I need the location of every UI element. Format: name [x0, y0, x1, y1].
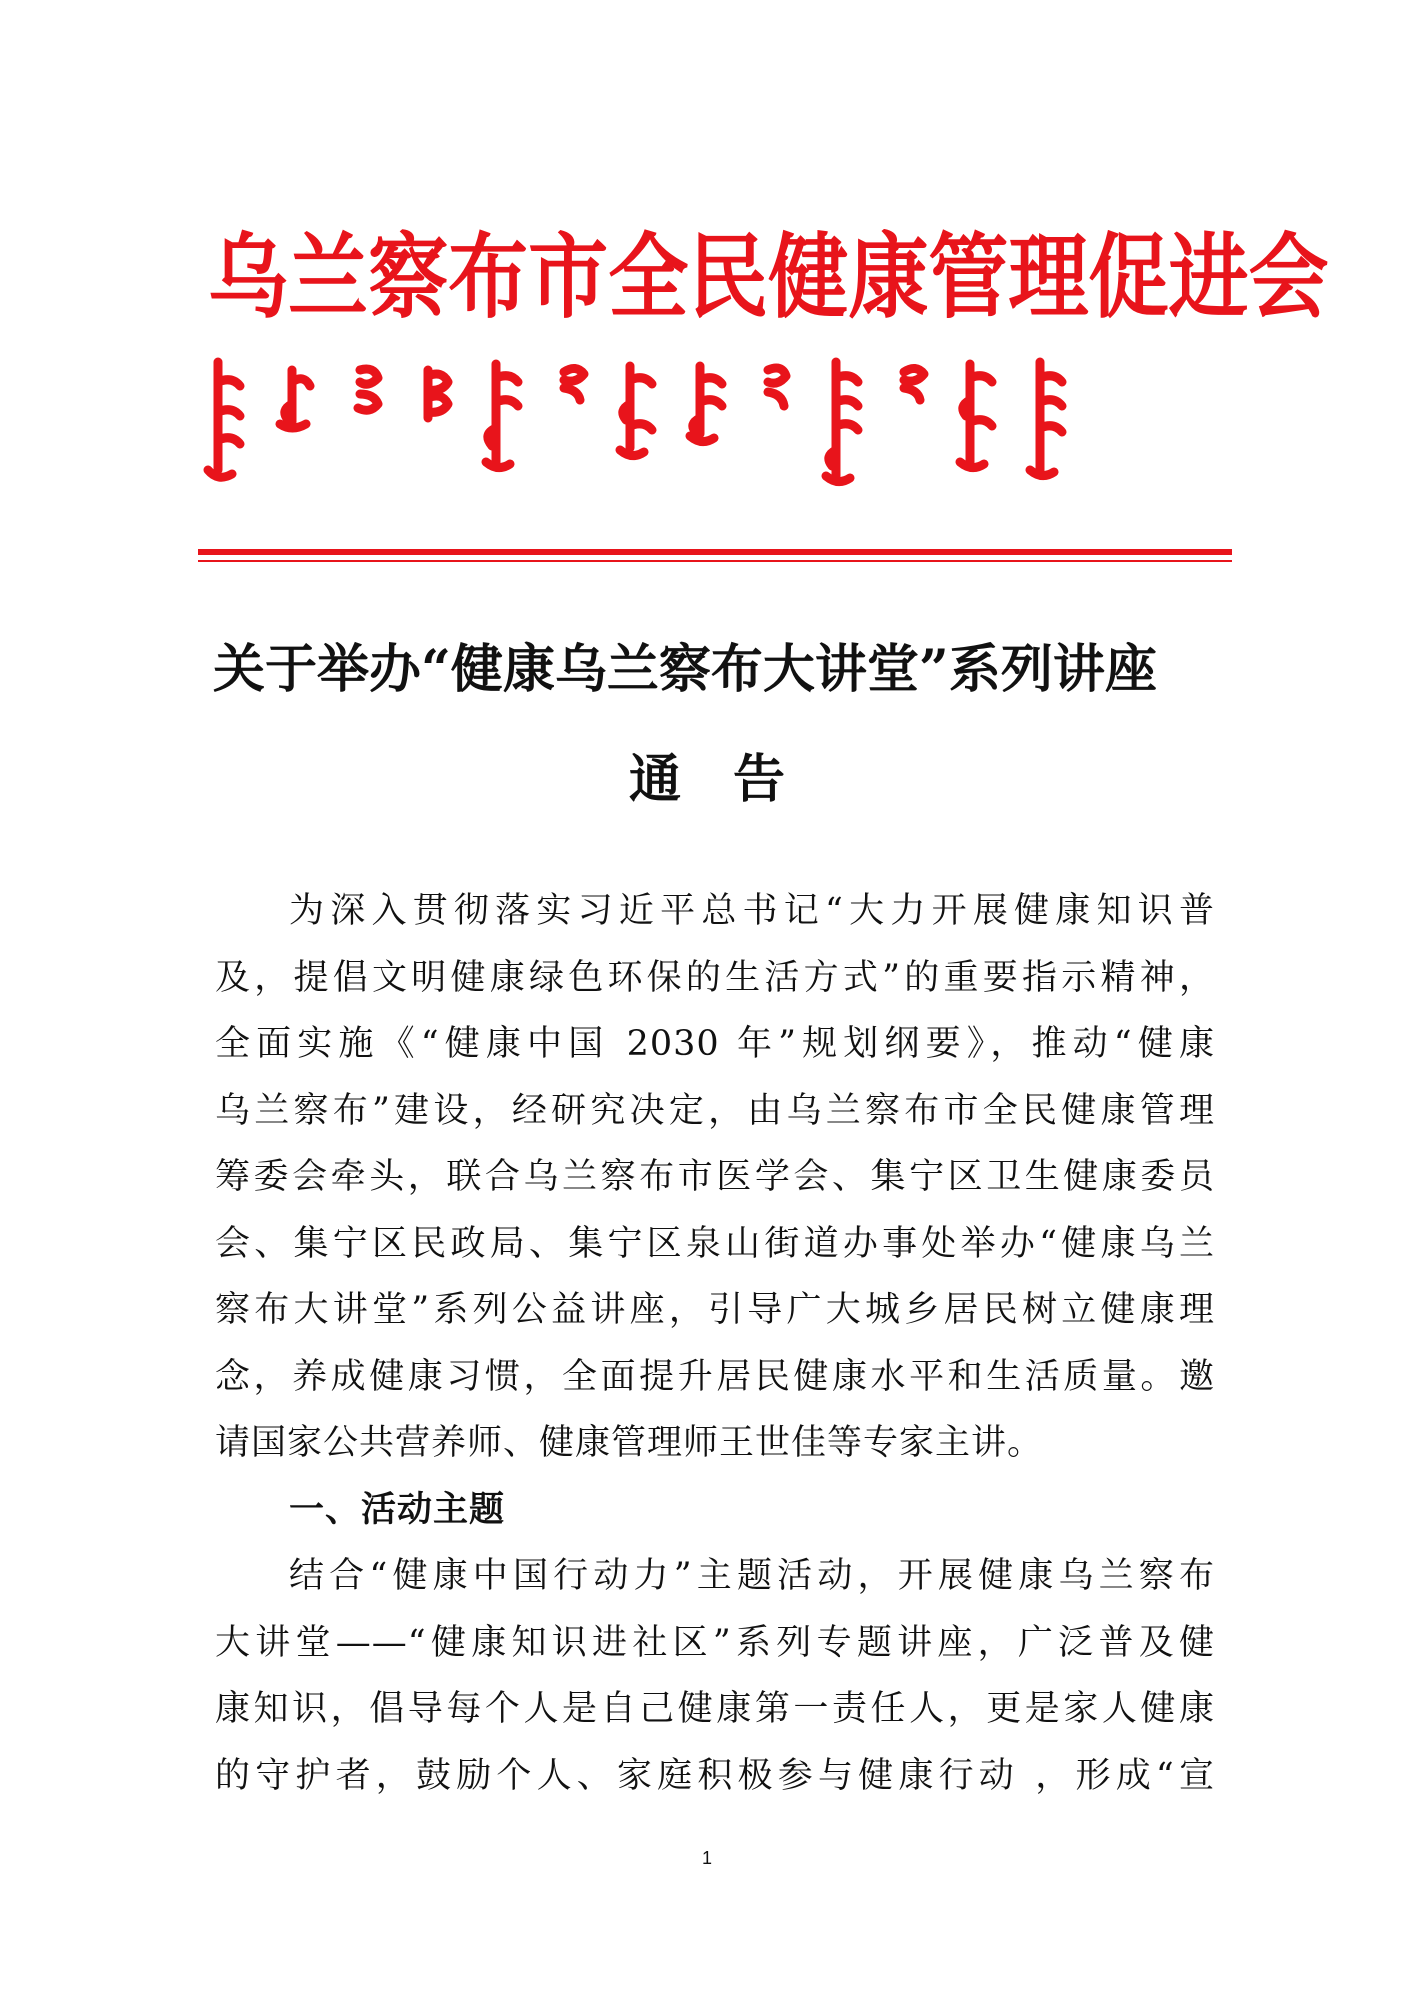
body-line: 念，养成健康习惯，全面提升居民健康水平和生活质量。邀	[215, 1356, 1215, 1397]
mongolian-script-logo	[200, 352, 1230, 492]
notice-body	[215, 878, 1215, 1809]
body-line: 康知识，倡导每个人是自己健康第一责任人，更是家人健康	[215, 1689, 1215, 1729]
letterhead-title: 乌兰察布市全民健康管理促进会	[208, 224, 1329, 331]
body-line: 筹委会牵头，联合乌兰察布市医学会、集宁区卫生健康委员	[215, 1157, 1215, 1197]
body-line: 请国家公共营养师、健康管理师王世佳等专家主讲。	[215, 1423, 1044, 1463]
notice-title: 关于举办“健康乌兰察布大讲堂”系列讲座	[213, 639, 1157, 700]
notice-subtitle: 通告	[628, 749, 837, 810]
body-line: 乌兰察布”建设，经研究决定，由乌兰察布市全民健康管理	[215, 1090, 1215, 1131]
section-heading: 一、活动主题	[289, 1489, 506, 1530]
body-line: 的守护者，鼓励个人、家庭积极参与健康行动 ，形成“宣	[215, 1755, 1215, 1796]
letterhead-rule-thick	[198, 549, 1232, 555]
body-line: 察布大讲堂”系列公益讲座，引导广大城乡居民树立健康理	[215, 1290, 1215, 1330]
body-line: 会、集宁区民政局、集宁区泉山街道办事处举办“健康乌兰	[215, 1223, 1215, 1264]
letterhead-rule-thin	[198, 560, 1232, 562]
body-line: 为深入贯彻落实习近平总书记“大力开展健康知识普	[289, 891, 1215, 931]
body-line: 结合“健康中国行动力”主题活动，开展健康乌兰察布	[289, 1556, 1215, 1596]
body-line: 大讲堂——“健康知识进社区”系列专题讲座，广泛普及健	[215, 1622, 1215, 1663]
body-line: 全面实施《“健康中国 2030 年”规划纲要》，推动“健康	[215, 1024, 1215, 1064]
body-line: 及，提倡文明健康绿色环保的生活方式”的重要指示精神，	[215, 957, 1215, 998]
page-number: 1	[701, 1848, 712, 1868]
